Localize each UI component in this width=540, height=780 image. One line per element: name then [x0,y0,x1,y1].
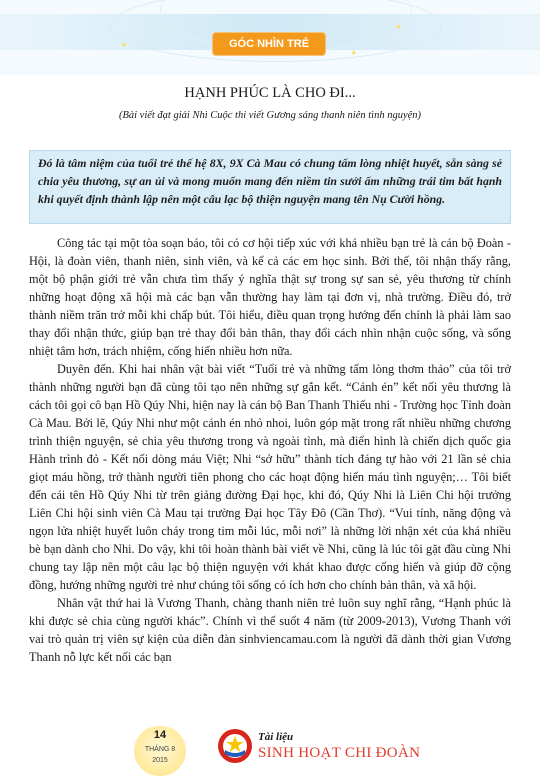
header-decoration: ✦ ✦ ✦ [0,0,540,75]
paragraph: Nhân vật thứ hai là Vương Thanh, chàng thanh niên trẻ luôn suy nghĩ rằng, “Hạnh phúc là khi được sẻ chia cùng người khác”. Chính vì thế suốt 4 năm (từ 2009-2013), Vương Thanh với vai trò quản trị viên sự kiện của diễn đàn sinhviencamau.com là người đã dành thời gian Vương Thanh nỗ lực kết nối các bạn [29,596,511,664]
article-title: HẠNH PHÚC LÀ CHO ĐI... [184,85,356,101]
intro-box: Đó là tâm niệm của tuổi trẻ thế hệ 8X, 9X Cà Mau có chung tấm lòng nhiệt huyết, sẵn sàng sẻ chia yêu thương, sự an ủi và mong muốn mang đến niềm tin sưởi ấm những trái tim bất hạnh khi quyết định thành lập nên một câu lạc bộ thiện nguyện mang tên Nụ Cười hồng. [29,150,511,224]
youth-union-emblem-icon [217,728,253,764]
issue-month: THÁNG 8 [144,746,176,753]
paragraph: Công tác tại một tòa soạn báo, tôi có cơ hội tiếp xúc với khá nhiều bạn trẻ là cán bộ Đoàn - Hội, là đoàn viên, thanh niên, sinh viên, và kể cả các em học sinh. Bởi thế, tôi nhận thấy rằng, một bộ phận giới trẻ vẫn chưa tìm thấy ý nghĩa thật sự trong sự san sẻ, yêu thương từ chính những hoạt động xã hội mà các bạn vẫn thường hay làm tại đơn vị, nhà trường. Điều đó, trở thành niềm trăn trở mỗi khi chấp bút. Tôi hiểu, điều quan trọng hướng đến chính là phải làm sao thay đổi nhận thức, giúp bạn trẻ thay đổi bản thân, thay đổi cách nhìn nhận cuộc sống, và sống nhiệt tâm hơn, trách nhiệm, cống hiến nhiều hơn nữa. [29,236,511,358]
publication-label: Tài liệu [258,731,294,743]
issue-year: 2015 [152,757,168,764]
article-subtitle: (Bài viết đạt giải Nhì Cuộc thi viết Gương sáng thanh niên tình nguyện) [118,110,422,121]
paragraph: Duyên đến. Khi hai nhân vật bài viết “Tuổi trẻ và những tấm lòng thơm thảo” của tôi trở thành những người bạn đã cùng tôi tạo nên những sự gắn kết. “Cánh én” kết nối yêu thương là cách tôi gọi cô bạn Hồ Qúy Nhi, hiện nay là cán bộ Ban Thanh Thiếu nhi - Trường học Tỉnh đoàn Cà Mau. Bởi lẽ, Qúy Nhi như một cánh én nhỏ nhoi, luôn góp mặt trong rất nhiều những chương trình thiện nguyện, sẻ chia yêu thương trong và ngoài tỉnh, mà điển hình là chiến dịch quốc gia Hành trình đỏ - Kết nối dòng máu Việt; Nhi “sở hữu” thành tích đáng tự hào với 21 lần sẻ chia giọt máu hồng, trở thành người tiên phong cho các hoạt động hiến máu tình nguyện;… Tôi biết đến cái tên Hồ Qúy Nhi từ trên giảng đường Đại học, khi đó, Qúy Nhi là Liên Chi hội trưởng Liên Chi hội sinh viên Cà Mau tại trường Đại học Tây Đô (Cần Thơ). “Vui tính, năng động và ngọn lửa nhiệt huyết luôn cháy trong tim mỗi lúc, mỗi nơi” là những lời nhận xét của khá nhiều bè bạn dành cho Nhi. Do vậy, khi tôi hoàn thành bài viết về Nhi, cũng là lúc tôi gặt đầu cùng Nhi chung tay lập nên một câu lạc bộ thiện nguyện với khát khao được cống hiến và giúp đỡ cộng đồng, hướng những người trẻ như chúng tôi sống có ích hơn cho chính bản thân, và xã hội. [29,362,511,592]
article-body [29,234,511,666]
section-label: GÓC NHÌN TRẺ [213,33,325,55]
page-number: 14 [153,729,167,741]
publication-name: SINH HOẠT CHI ĐOÀN [258,745,421,761]
